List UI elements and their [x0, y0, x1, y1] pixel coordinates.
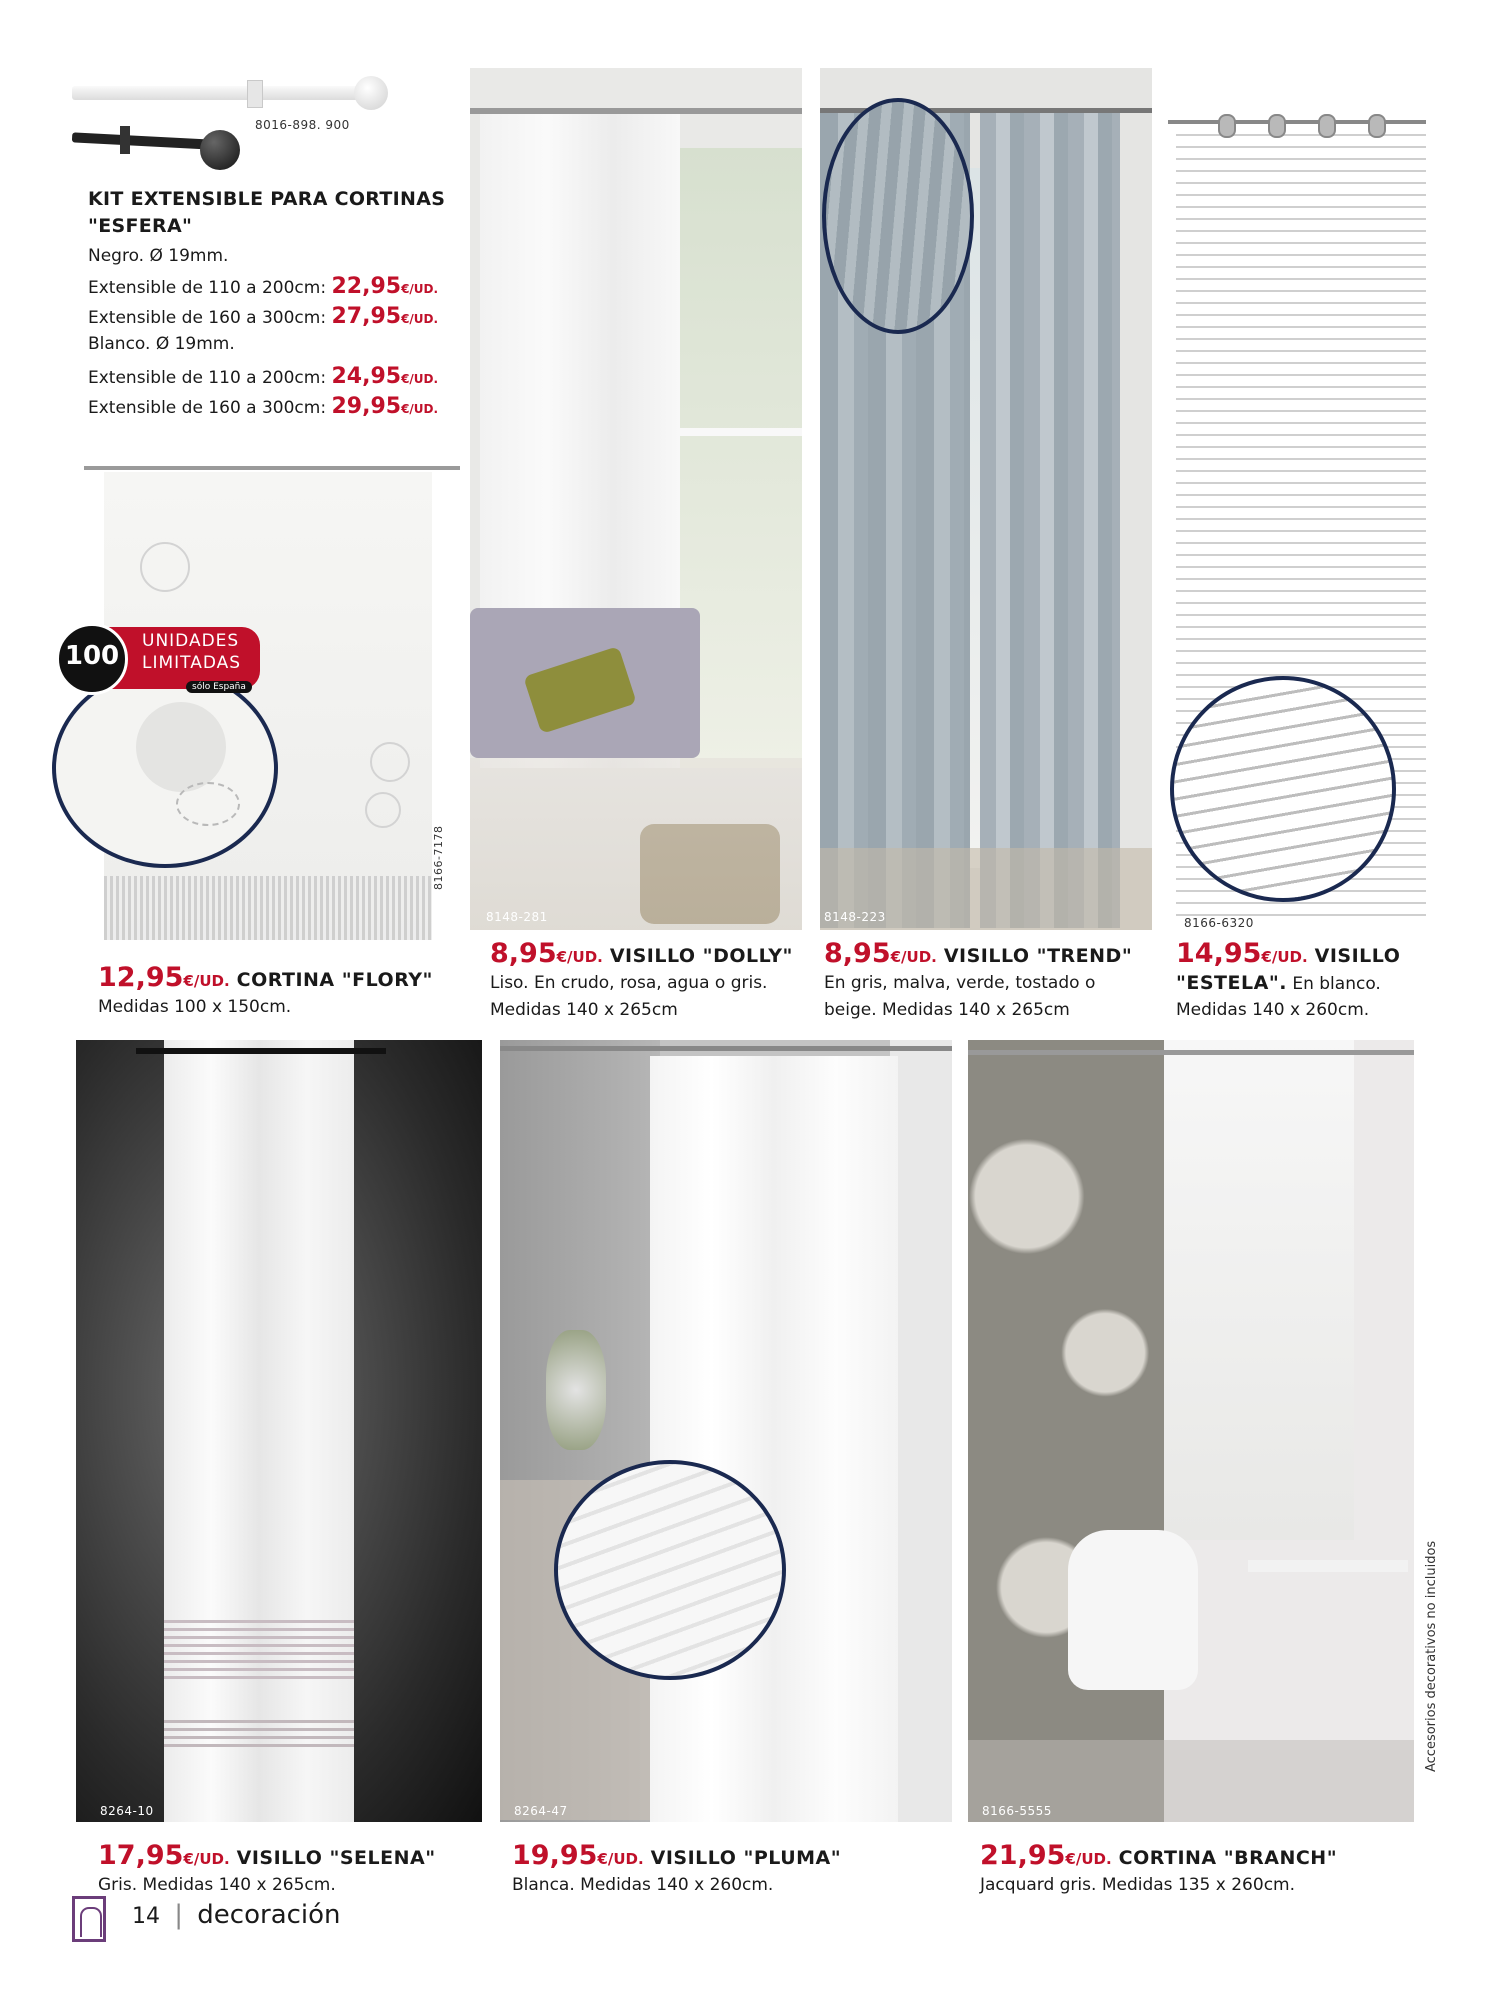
product-desc: beige. Medidas 140 x 265cm [824, 1000, 1070, 1020]
product-name: VISILLO "DOLLY" [609, 945, 793, 967]
product-code: 8264-47 [514, 1804, 568, 1818]
product-code: 8166-5555 [982, 1804, 1052, 1818]
product-desc: Medidas 140 x 260cm. [1176, 1000, 1370, 1020]
badge-sub: sólo España [186, 681, 252, 693]
product-unit: €/UD. [183, 1850, 230, 1868]
product-unit: €/UD. [890, 948, 937, 966]
product-desc: Medidas 140 x 265cm [490, 1000, 678, 1020]
price-line-dolly [490, 938, 793, 969]
product-name: CORTINA "BRANCH" [1118, 1847, 1338, 1869]
product-price: 8,95 [490, 938, 557, 969]
footer-divider: | [174, 1900, 184, 1930]
product-desc: Gris. Medidas 140 x 265cm. [98, 1875, 336, 1895]
flory-zoom-circle [52, 668, 278, 868]
kit-row-price: 27,95 [331, 304, 402, 329]
kit-row [88, 394, 438, 419]
kit-title [88, 186, 445, 240]
footer [132, 1900, 341, 1930]
side-note: Accesorios decorativos no incluidos [1424, 1540, 1439, 1772]
kit-blanco-label: Blanco. Ø 19mm. [88, 334, 235, 354]
product-name: VISILLO "TREND" [943, 945, 1133, 967]
product-price: 21,95 [980, 1840, 1066, 1871]
product-desc: Liso. En crudo, rosa, agua o gris. [490, 973, 768, 993]
product-price: 12,95 [98, 962, 184, 993]
product-desc [1176, 970, 1381, 998]
badge-number: 100 [64, 641, 120, 671]
product-desc: En gris, malva, verde, tostado o [824, 973, 1096, 993]
badge-line1: UNIDADES [142, 631, 240, 651]
branch-image [968, 1040, 1414, 1822]
dolly-image [470, 68, 802, 930]
product-desc: Blanca. Medidas 140 x 260cm. [512, 1875, 774, 1895]
kit-row-price: 22,95 [331, 274, 402, 299]
product-desc-inline: En blanco. [1292, 974, 1381, 994]
price-line-branch [980, 1840, 1337, 1871]
product-code: 8264-10 [100, 1804, 154, 1818]
product-unit: €/UD. [556, 948, 603, 966]
product-price: 19,95 [512, 1840, 598, 1871]
product-name: VISILLO [1314, 945, 1401, 967]
kit-code: 8016-898. 900 [255, 118, 350, 132]
pluma-zoom-circle [554, 1460, 786, 1680]
product-code: 8166-7178 [432, 825, 445, 890]
rod-black-image [72, 118, 242, 178]
price-line-pluma [512, 1840, 841, 1871]
kit-negro-label: Negro. Ø 19mm. [88, 246, 229, 266]
product-name: VISILLO "SELENA" [236, 1847, 436, 1869]
product-desc: Medidas 100 x 150cm. [98, 997, 292, 1017]
price-line-estela [1176, 938, 1400, 969]
trend-zoom-circle [822, 98, 974, 334]
product-price: 8,95 [824, 938, 891, 969]
price-line-flory [98, 962, 433, 993]
product-name: VISILLO "PLUMA" [650, 1847, 842, 1869]
kit-row-price: 29,95 [331, 394, 402, 419]
kit-row-label: Extensible de 110 a 200cm: [88, 368, 327, 388]
product-name-cont: "ESTELA". [1176, 972, 1287, 994]
product-unit: €/UD. [597, 1850, 644, 1868]
footer-logo-icon [72, 1896, 106, 1942]
pluma-image [500, 1040, 952, 1822]
kit-row [88, 304, 438, 329]
kit-row-unit: €/UD. [401, 402, 439, 416]
kit-row-unit: €/UD. [401, 372, 439, 386]
kit-row-label: Extensible de 160 a 300cm: [88, 308, 327, 328]
product-unit: €/UD. [183, 972, 230, 990]
kit-row-label: Extensible de 160 a 300cm: [88, 398, 327, 418]
page-number: 14 [132, 1904, 160, 1929]
product-price: 17,95 [98, 1840, 184, 1871]
kit-title-line1: KIT EXTENSIBLE PARA CORTINAS [88, 188, 446, 210]
estela-zoom-circle [1170, 676, 1396, 902]
product-unit: €/UD. [1065, 1850, 1112, 1868]
product-code: 8166-6320 [1184, 916, 1254, 930]
kit-row-price: 24,95 [331, 364, 402, 389]
kit-row [88, 274, 438, 299]
kit-row-label: Extensible de 110 a 200cm: [88, 278, 327, 298]
limited-units-badge [56, 623, 261, 695]
section-name: decoración [197, 1900, 341, 1930]
product-name: CORTINA "FLORY" [236, 969, 433, 991]
selena-image [76, 1040, 482, 1822]
product-unit: €/UD. [1261, 948, 1308, 966]
product-desc: Jacquard gris. Medidas 135 x 260cm. [980, 1875, 1295, 1895]
rod-white-image [72, 76, 392, 112]
kit-row-unit: €/UD. [401, 282, 439, 296]
kit-title-line2: "ESFERA" [88, 215, 193, 237]
product-code: 8148-223 [824, 910, 886, 924]
kit-row-unit: €/UD. [401, 312, 439, 326]
price-line-selena [98, 1840, 436, 1871]
price-line-trend [824, 938, 1132, 969]
kit-row [88, 364, 438, 389]
badge-line2: LIMITADAS [142, 653, 242, 673]
product-price: 14,95 [1176, 938, 1262, 969]
product-code: 8148-281 [486, 910, 548, 924]
